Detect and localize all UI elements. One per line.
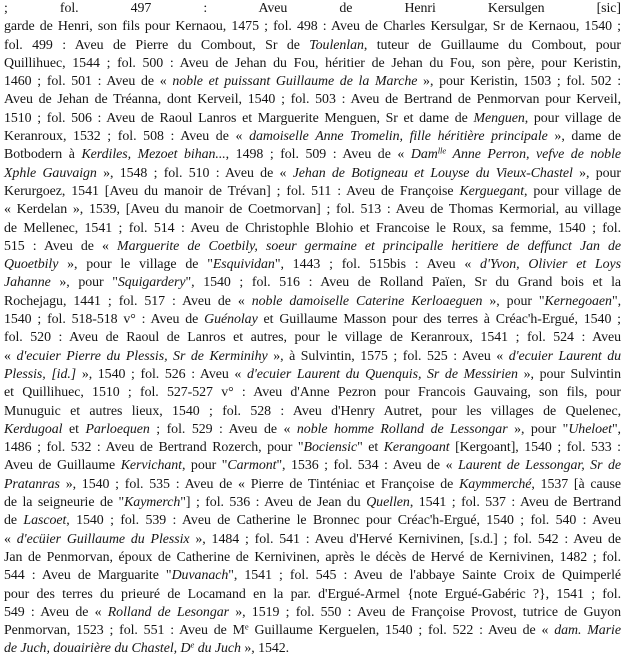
- text-line: Quillihuec, 1544 ; fol. 500 : Aveu de Jehan du Fou, héritier de Jehan du Fou, son père, pour Keristin,: [4, 55, 621, 71]
- text-line: fol. 499 : Aveu de Pierre du Combout, Sr de Toulenlan, tuteur de Guillaume du Combout, pour: [4, 37, 621, 53]
- text-line: Keranroux, 1532 ; fol. 508 : Aveu de « damoiselle Anne Tromelin, fille héritière principale », dame de: [4, 129, 621, 145]
- continuation-line: ; fol. 497 : Aveu de Henri Kersulgen [sic]: [4, 1, 621, 16]
- text-line: Xphle Gauvaign », 1548 ; fol. 510 : Aveu de « Jehan de Botigneau et Louyse du Vieux-Chastel », pour: [4, 165, 621, 181]
- text-line: de Mellenec, 1541 ; fol. 514 : Aveu de Christophle Blohio et Francoise le Roux, sa femme, 1540 ; fol.: [4, 220, 621, 236]
- text-line: Kerurgoez, 1541 [Aveu du manoir de Trévan] ; fol. 511 : Aveu de Françoise Kerguegant, pour village de: [4, 183, 621, 199]
- text-line: Pratanras », 1540 ; fol. 535 : Aveu de « Pierre de Tinténiac et Françoise de Kaymmerché, 1537 [à cause: [4, 476, 622, 492]
- text-line: 549 : Aveu de « Rolland de Lesongar », 1519 ; fol. 550 : Aveu de Françoise Provost, tutrice de Guyon: [4, 604, 622, 620]
- text-line: Jahanne », pour "Squigardery", 1540 ; fol. 516 : Aveu de Rolland Païen, Sr du Grand bois et la: [4, 275, 621, 291]
- text-line: « d'ecüier Guillaume du Plessix », 1484 ; fol. 541 : Aveu d'Hervé Kernivinen, [s.d.] ; fol. 542 : Aveu de: [4, 531, 621, 547]
- archival-inventory-text: [4, 0, 621, 659]
- text-line: 1486 ; fol. 532 : Aveu de Bertrand Rozerch, pour "Bociensic" et Kerangoant [Kergoant], 1540 ; fol. 533 :: [4, 440, 621, 456]
- text-line: Aveu de Jehan de Tréanna, dont Kerveil, 1540 ; fol. 503 : Aveu de Bertrand de Penmorvan pour Kerveil,: [4, 92, 621, 108]
- text-line: et Quillihuec, 1510 ; fol. 527-527 v° : Aveu d'Anne Pezron pour Francois Gauvaing, son fils, pour: [4, 385, 621, 401]
- text-line: pour des terres du prieuré de Locamand en la par. d'Ergué-Armel {note Ergué-Gabéric ?}, 1541 ; fol.: [4, 586, 621, 602]
- text-line: 544 : Aveu de Marguarite "Duvanach", 1541 ; fol. 545 : Aveu de l'abbaye Sainte Croix de Quimperlé: [4, 568, 621, 584]
- text-line: de Lascoet, 1540 ; fol. 539 : Aveu de Catherine le Bronnec pour Créac'h-Ergué, 1540 ; fol. 540 : Aveu: [4, 513, 621, 529]
- text-line: Kerdugoal et Parloequen ; fol. 529 : Aveu de « noble homme Rolland de Lessongar », pour "Uheloet",: [4, 421, 621, 437]
- text-line: Munuguic et autres lieux, 1540 ; fol. 528 : Aveu d'Henry Autret, pour les villages de Quelenec,: [4, 403, 621, 419]
- text-line: 1510 ; fol. 506 : Aveu de Raoul Lanros et Marguerite Menguen, Sr et dame de Menguen, pour village de: [4, 110, 621, 126]
- text-line: Plessis, [id.] », 1540 ; fol. 526 : Aveu « d'ecuier Laurent du Quenquis, Sr de Messirien », pour Sulvintin: [4, 366, 621, 382]
- text-line: 1540 ; fol. 518-518 v° : Aveu de Guénolay et Guillaume Masson pour des terres à Créac'h-Ergué, 1540 ;: [4, 312, 621, 328]
- text-line: Jan de Penmorvan, époux de Catherine de Kernivinen, après le décès de Hervé de Kernivinen, 1482 ; fol.: [4, 549, 621, 565]
- text-line: « Kerdelan », 1539, [Aveu du manoir de Coetmorvan] ; fol. 513 : Aveu de Thomas Kermorial, au village: [4, 202, 621, 218]
- text-line: fol. 520 : Aveu de Raoul de Lanros et autres, pour le village de Keranroux, 1541 ; fol. 524 : Aveu: [4, 330, 621, 346]
- text-line: Rochejagu, 1441 ; fol. 517 : Aveu de « noble damoiselle Caterine Kerloaeguen », pour "Kernegoaen",: [4, 293, 621, 309]
- text-line: Quoetbily », pour le village de "Esquividan", 1443 ; fol. 515bis : Aveu « d'Yvon, Olivier et Loys: [4, 257, 622, 273]
- text-line: de Juch, douairière du Chastel, De du Juch », 1542.: [4, 639, 290, 657]
- text-line: Botbodern à Kerdiles, Mezoet bihan..., 1498 ; fol. 509 : Aveu de « Dam$^{lle}$ Anne Perron, vefve de noble: [4, 145, 622, 163]
- text-line: Penmorvan, 1523 ; fol. 551 : Aveu de Me Guillaume Kerguelen, 1540 ; fol. 522 : Aveu de « dam. Marie: [4, 621, 621, 639]
- text-line: garde de Henri, son fils pour Kernaou, 1475 ; fol. 498 : Aveu de Charles Kersulgar, Sr de Kernaou, 1540 ;: [4, 19, 621, 35]
- text-line: de la seigneurie de "Kaymerch"] ; fol. 536 : Aveu de Jean du Quellen, 1541 ; fol. 537 : Aveu de Bertrand: [4, 495, 621, 511]
- text-line: « d'ecuier Pierre du Plessis, Sr de Kerminihy », à Sulvintin, 1575 ; fol. 525 : Aveu « d'ecuier Laurent du: [4, 348, 621, 364]
- text-line: 1460 ; fol. 501 : Aveu de « noble et puissant Guillaume de la Marche », pour Keristin, 1503 ; fol. 502 :: [4, 74, 622, 90]
- text-line: 515 : Aveu de « Marguerite de Coetbily, soeur germaine et principalle heritiere de deffunct Jan de: [4, 238, 621, 254]
- text-line: Aveu de Guillaume Kervichant, pour "Carmont", 1536 ; fol. 534 : Aveu de « Laurent de Lessongar, Sr de: [4, 458, 621, 474]
